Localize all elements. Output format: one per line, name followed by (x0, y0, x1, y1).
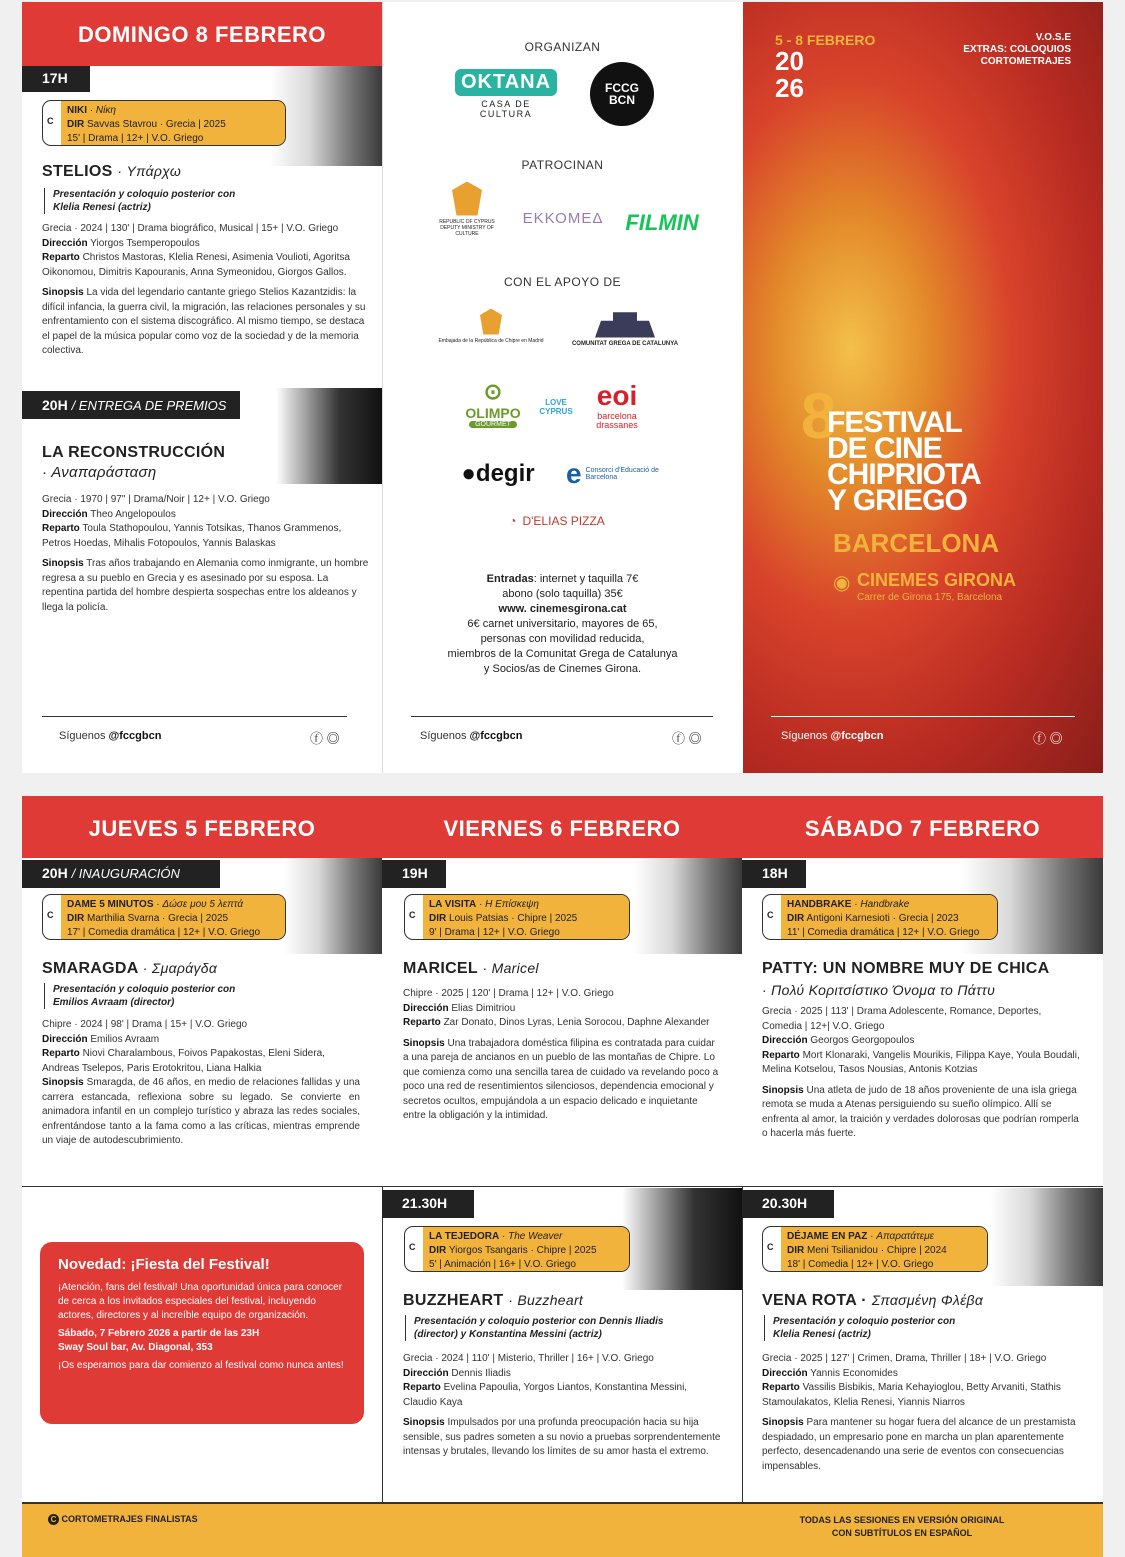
facebook-icon[interactable]: ⓕ (310, 731, 324, 746)
cyprus-ministry-logo: REPUBLIC OF CYPRUS DEPUTY MINISTRY OF CULTURE (432, 178, 502, 240)
pizza-logo: ◔ D'ELIAS PIZZA (509, 514, 605, 528)
divider (411, 716, 713, 717)
film-info: Chipre · 2024 | 98' | Drama | 15+ | V.O. Griego Dirección Emilios Avraam Reparto Niovi Charalambous, Foivos Papakostas, Eleni Sidera, Andreas Tselepos, Paris Erotokritou, Liana Halkia Sinopsis Smaragda, de 46 años, en medio de relaciones fallidas y una carrera estancada, reflexiona sobre su legado. Se convierte en animadora infantil en un complejo turístico y abraza las redes sociales, enfrentándose tanto a la fama como a las críticas, mientras emprende un viaje de autodescubrimiento. (42, 1019, 360, 1146)
presentation-note: Presentación y coloquio posterior con Klelia Renesi (actriz) (764, 1315, 984, 1341)
pizza-icon: ◔ (509, 514, 517, 528)
film-title: PATTY: UN NOMBRE MUY DE CHICA (762, 960, 1050, 977)
time-label: 19H (382, 860, 446, 888)
cover-title: FESTIVAL DE CINE CHIPRIOTA Y GRIEGO (827, 406, 981, 517)
presentation-note: Presentación y coloquio posterior con Emilios Avraam (director) (44, 983, 264, 1009)
social-icons (1033, 728, 1063, 747)
building-icon (595, 310, 655, 338)
love-cyprus-logo: LOVE CYPRUS (539, 398, 573, 416)
short-meta: 15' | Drama | 12+ | V.O. Griego (67, 133, 204, 144)
column-divider (382, 1186, 383, 1502)
location-pin-icon: ◉ (833, 572, 851, 594)
film-info: Grecia · 2024 | 130' | Drama biográfico, Musical | 15+ | V.O. Griego Dirección Yiorgos Tsemperopoulos Reparto Christos Mastoras, Klelia Renesi, Asimenia Voulioti, Agoritsa Oikonomou, Dimitris Kapouranis, Anna Symeonidou, Giorgos Gallos. Sinopsis La vida del legendario cantante griego Stelios Kazantzidis: la difícil infancia, la guerra civil, la migración, las relaciones personales y su enfrentamiento con el sistema discográfico. Al mismo tiempo, se destaca el papel de la música popular como voz de la sociedad y de la memoria colectiva. (42, 222, 372, 359)
follow-us: Síguenos @fccgbcn (781, 730, 884, 742)
presentation-note: Presentación y coloquio posterior con Klelia Renesi (actriz) (44, 188, 264, 214)
film-cast: Christos Mastoras, Klelia Renesi, Asimenia Voulioti, Agoritsa Oikonomou, Dimitris Kapouranis, Anna Symeonidou, Giorgos Gallos. (42, 252, 350, 278)
cover-dates: 5 - 8 FEBRERO (775, 32, 876, 48)
short-film-card: C LA TEJEDORA · The Weaver DIR Yiorgos Tsangaris · Chipre | 2025 5' | Animación | 16+ | V.O. Griego (404, 1226, 630, 1272)
cover-venue: CINEMES GIRONA (857, 570, 1017, 590)
eoi-logo: eoi barcelona drassanes (596, 380, 638, 430)
film-info: Grecia · 1970 | 97" | Drama/Noir | 12+ | V.O. Griego Dirección Theo Angelopoulos Reparto Toula Stathopoulou, Yannis Totsikas, Thanos Grammenos, Petros Hoedas, Mihalis Fotopoulos, Yannis Balaskas Sinopsis Tras años trabajando en Alemania como inmigrante, un hombre regresa a su pueblo en Grecia y es asesinado por su esposa. La repentina partida del hombre despierta sospechas entre los aldeanos y llega la policía. (42, 494, 369, 613)
day-heading-friday: VIERNES 6 FEBRERO (443, 816, 681, 841)
fccg-logo: FCCG BCN (590, 62, 654, 126)
film-info: Chipre · 2025 | 120' | Drama | 12+ | V.O. Griego Dirección Elias Dimitriou Reparto Zar Donato, Dinos Lyras, Lenia Sorocou, Daphne Alexander Sinopsis Una trabajadora doméstica filipina es contratada para cuidar a una pareja de ancianos en un pueblo de las montañas de Chipre. Lo que comienza como una sencilla tarea de cuidado va revelando poco a poco una red de resentimientos silenciosos, dependencia emocional y secretos ocultos, empujándola a un espacio delicado e inquietante entre la obligación y la intimidad. (403, 988, 719, 1121)
short-film-photo (634, 858, 742, 954)
party-when: Sábado, 7 Febrero 2026 a partir de las 23H (58, 1328, 260, 1339)
party-title: Novedad: ¡Fiesta del Festival! (58, 1256, 270, 1273)
time-label: 20H / INAUGURACIÓN (22, 860, 220, 888)
film-meta: Grecia · 2024 | 130' | Drama biográfico, Musical | 15+ | V.O. Griego (42, 223, 339, 234)
degir-logo: ●degir (461, 460, 535, 487)
time-label: 20H / ENTREGA DE PREMIOS (22, 391, 240, 419)
film-title-alt: · Αναπαράσταση (42, 464, 157, 481)
comunitat-grega-logo: COMUNITAT GREGA DE CATALUNYA (566, 302, 684, 354)
support-heading: CON EL APOYO DE (503, 275, 622, 289)
follow-us: Síguenos @fccgbcn (59, 730, 162, 742)
party-body: ¡Atención, fans del festival! Una oportunidad única para conocer de cerca a los invitados especiales del festival, incluyendo actores, directores y al increíble equipo de organización. (58, 1282, 343, 1321)
film-photo (276, 388, 382, 484)
film-director: Yiorgos Tsemperopoulos (90, 237, 200, 249)
short-film-card: C HANDBRAKE · Handbrake DIR Antigoni Karnesioti · Grecia | 2023 11' | Comedia dramática | 12+ | V.O. Griego (762, 894, 998, 940)
organizers-heading: ORGANIZAN (524, 40, 601, 54)
short-film-card: C LA VISITA · Η Επίσκεψη DIR Louis Patsias · Chipre | 2025 9' | Drama | 12+ | V.O. Griego (404, 894, 630, 940)
consorci-logo: e Consorci d'Educació de Barcelona (566, 458, 659, 489)
day-heading-thursday: JUEVES 5 FEBRERO (88, 816, 316, 841)
party-where: Sway Soul bar, Av. Diagonal, 353 (58, 1342, 213, 1353)
film-title-alt: · Πολύ Κοριτσίστικο Όνομα το Πάττυ (762, 982, 996, 998)
day-heading-saturday: SÁBADO 7 FEBRERO (804, 816, 1041, 841)
film-title: BUZZHEART · Buzzheart (403, 1292, 584, 1309)
cyprus-crest-icon (480, 309, 502, 335)
cover-city: BARCELONA (833, 528, 1000, 558)
short-film-card: C DÉJAME EN PAZ · Απαρατάτεμε DIR Meni Tsilianidou · Chipre | 2024 18' | Comedia | 12+ | V.O. Griego (762, 1226, 988, 1272)
time-label: 20.30H (742, 1190, 834, 1218)
divider (771, 716, 1075, 717)
film-title: LA RECONSTRUCCIÓN (42, 444, 226, 461)
film-title: SMARAGDA · Σμαράγδα (42, 960, 218, 977)
instagram-icon[interactable]: ◎ (1049, 731, 1063, 746)
party-end: ¡Os esperamos para dar comienzo al festival como nunca antes! (58, 1360, 344, 1371)
festival-cover (743, 2, 1103, 773)
embassy-logo: Embajada de la República de Chipre en Madrid (436, 298, 546, 354)
row-divider (22, 1186, 1103, 1187)
short-dir-label: DIR (67, 119, 85, 130)
oktana-logo: OKTANA CASA DE CULTURA (454, 72, 558, 116)
follow-us: Síguenos @fccgbcn (420, 730, 523, 742)
time-label: 17H (22, 66, 90, 92)
film-title: VENA ROTA · Σπασμένη Φλέβα (762, 1292, 984, 1309)
day-heading-sunday: DOMINGO 8 FEBRERO (22, 2, 382, 66)
facebook-icon[interactable]: ⓕ (1033, 731, 1047, 746)
divider (42, 716, 347, 717)
top-sheet (22, 2, 1103, 773)
sponsors-heading: PATROCINAN (521, 158, 604, 172)
social-icons (672, 728, 702, 747)
instagram-icon[interactable]: ◎ (326, 731, 340, 746)
film-info: Grecia · 2024 | 110' | Misterio, Thriller | 16+ | V.O. Griego Dirección Dennis Iliadis Reparto Evelina Papoulia, Yorgos Liantos, Konstantina Messini, Claudio Kaya Sinopsis Impulsados por una profunda preocupación hacia su hija sensible, sus padres someten a su novio a pruebas sorprendentemente intensas y brutales, llevando los límites de su amor hasta el extremo. (403, 1353, 721, 1457)
short-film-card: C NIKI · Νίκη DIR Savvas Stavrou · Grecia | 2025 15' | Drama | 12+ | V.O. Griego (42, 100, 286, 146)
bottom-sheet (22, 796, 1103, 1557)
tickets-url[interactable]: www. cinemesgirona.cat (498, 603, 627, 615)
olimpo-logo: ⊙ OLIMPO GOURMET (465, 378, 521, 428)
short-film-photo (270, 66, 382, 166)
time-label: 21.30H (382, 1190, 474, 1218)
cover-year: 20 26 (775, 46, 804, 103)
olive-icon: ⊙ (483, 378, 503, 404)
ekkomed-logo: ΕΚΚΟΜΕΔ (522, 209, 604, 227)
presentation-note: Presentación y coloquio posterior con Dennis Iliadis (director) y Konstantina Messini (actriz) (405, 1315, 705, 1341)
short-c-marker: C (47, 116, 54, 126)
film-info: Grecia · 2025 | 127' | Crimen, Drama, Thriller | 18+ | V.O. Griego Dirección Yannis Economides Reparto Vassilis Bisbikis, Maria Kehayioglou, Betty Arvaniti, Stathis Stamoulakatos, Klelia Renesi, Yiannis Niarros Sinopsis Para mantener su hogar fuera del alcance de un prestamista despiadado, un empresario pone en marcha un plan aparentemente perfecto, desencadenando una serie de eventos con consecuencias impensables. (762, 1353, 1076, 1472)
short-title-alt: Νίκη (95, 105, 116, 116)
instagram-icon[interactable]: ◎ (688, 731, 702, 746)
column-divider (742, 1186, 743, 1502)
tickets-info: Entradas: internet y taquilla 7€ abono (solo taquilla) 35€ www. cinemesgirona.cat 6€ carnet universitario, mayores de 65, personas con movilidad reducida, miembros de la Comunitat Grega de Catalunya y Socios/as de Cinemes Girona. (382, 572, 743, 677)
film-title: STELIOS · Υπάρχω (42, 163, 182, 180)
short-title: NIKI (67, 105, 87, 116)
film-synopsis: La vida del legendario cantante griego Stelios Kazantzidis: la difícil infancia, la guerra civil, la migración, las relaciones personales y su enfrentamiento con el sistema discográfico. Al mismo tiempo, se destaca el papel de la música popular como voz de la sociedad y de la memoria colectiva. (42, 287, 366, 356)
social-icons (310, 728, 340, 747)
short-dir: Savvas Stavrou · Grecia | 2025 (87, 119, 226, 130)
consorci-e-icon: e (566, 458, 582, 489)
film-title: MARICEL · Maricel (403, 960, 539, 977)
facebook-icon[interactable]: ⓕ (672, 731, 686, 746)
subtitles-note: TODAS LAS SESIONES EN VERSIÓN ORIGINAL CON SUBTÍTULOS EN ESPAÑOL (799, 1515, 1005, 1538)
short-film-photo (284, 858, 382, 954)
cyprus-crest-icon (452, 182, 482, 216)
short-film-photo (990, 1188, 1103, 1286)
short-films-legend: C CORTOMETRAJES FINALISTAS (48, 1514, 198, 1525)
cover-extras: V.O.S.E EXTRAS: COLOQUIOS CORTOMETRAJES (963, 32, 1071, 67)
cover-edition-number: 8 (801, 380, 837, 452)
footer-bar (22, 1502, 1103, 1557)
short-film-card: C DAME 5 MINUTOS · Δώσε μου 5 λεπτά DIR Marthilia Svarna · Grecia | 2025 17' | Comedia dramática | 12+ | V.O. Griego (42, 894, 286, 940)
c-circle-icon: C (48, 1514, 59, 1525)
short-film-photo (622, 1188, 742, 1290)
time-label: 18H (742, 860, 806, 888)
cover-address: Carrer de Girona 175, Barcelona (857, 592, 1003, 603)
film-info: Grecia · 2025 | 113' | Drama Adolescente, Romance, Deportes, Comedia | 12+| V.O. Griego Dirección Georgos Georgopoulos Reparto Mort Klonaraki, Vangelis Mourikis, Filippa Kaye, Youla Boudali, Melina Kotselou, Tasos Nousias, Antonis Kotzias Sinopsis Una atleta de judo de 18 años proveniente de una isla griega remota se muda a Atenas persiguiendo su sueño olímpico. Allí se enfrenta al amor, la traición y verdades dolorosas que podrían romperla o hacerla más fuerte. (762, 1006, 1080, 1139)
filmin-logo: FILMIN (625, 210, 699, 235)
festival-party-box (40, 1242, 364, 1424)
